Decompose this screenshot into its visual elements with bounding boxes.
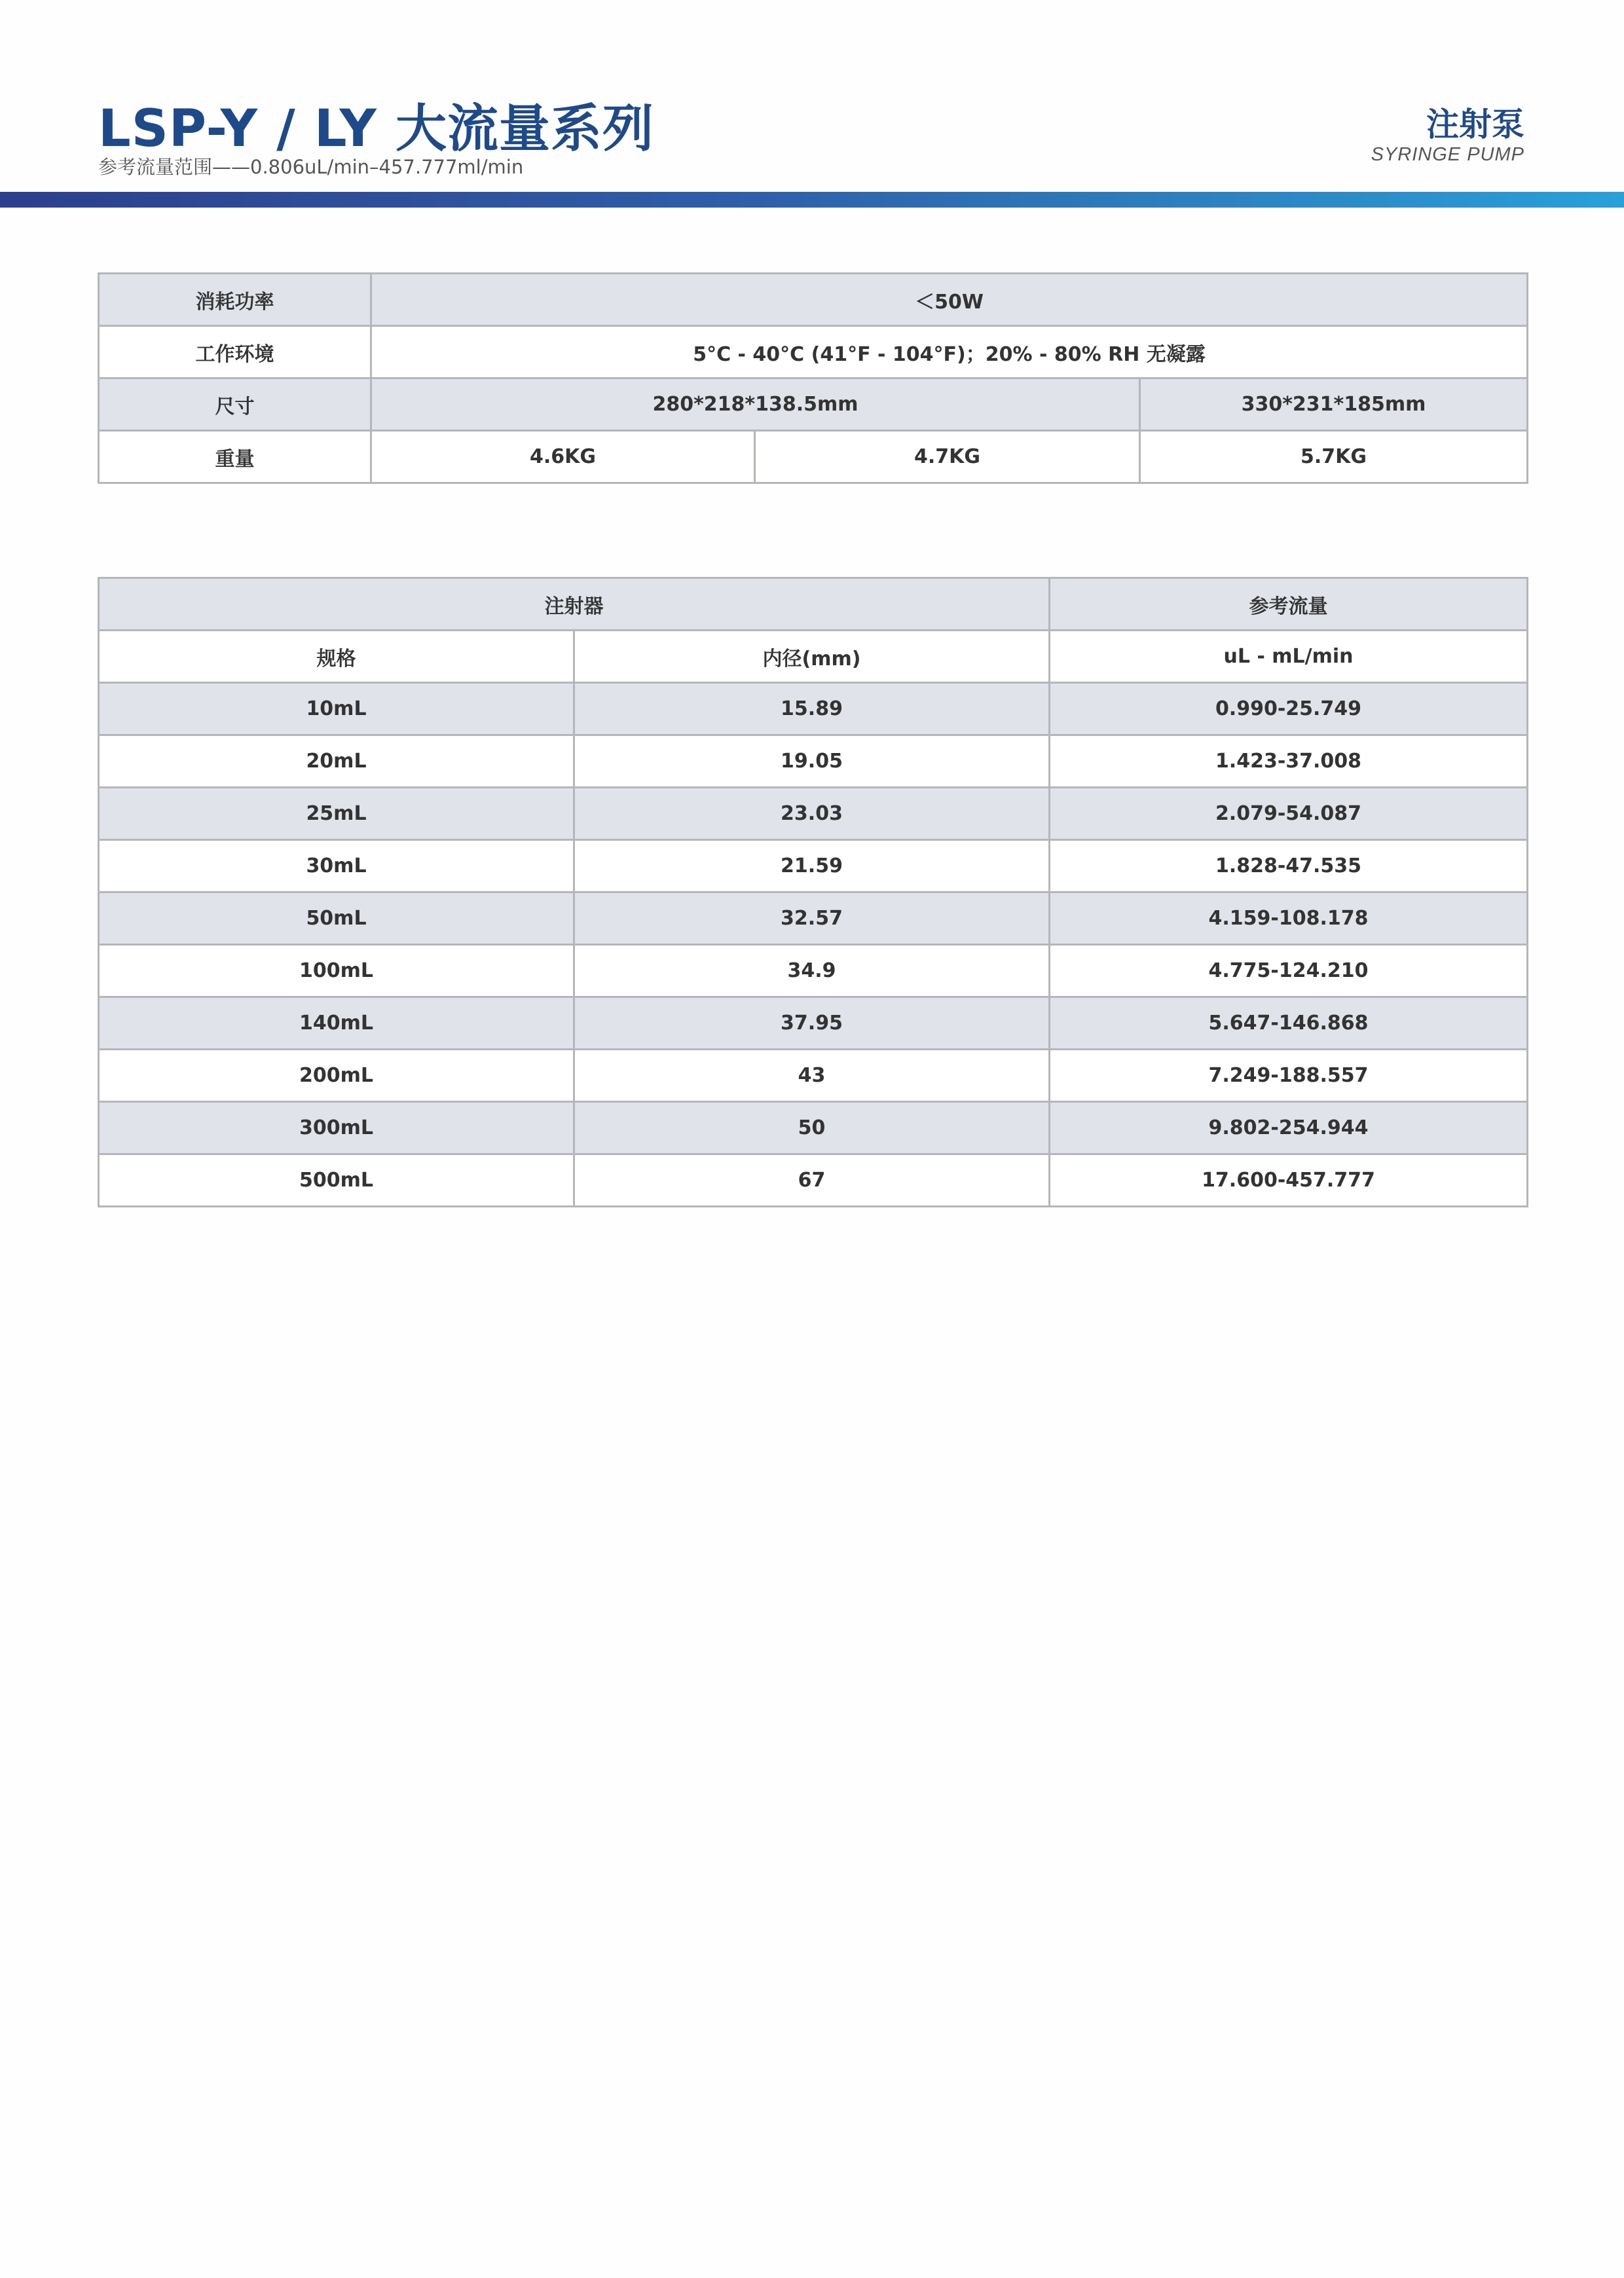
column-header: 内径(mm) xyxy=(574,631,1050,683)
syringe-size-cell: 500mL xyxy=(99,1154,574,1207)
environment-label: 工作环境 xyxy=(99,326,371,378)
table-row xyxy=(99,997,1528,1050)
flow-range-cell: 2.079-54.087 xyxy=(1050,788,1528,840)
inner-diameter-cell: 15.89 xyxy=(574,683,1050,735)
syringe-size-cell: 30mL xyxy=(99,840,574,892)
inner-diameter-cell: 34.9 xyxy=(574,945,1050,997)
syringe-rows xyxy=(99,683,1528,1207)
syringe-flow-table xyxy=(98,577,1528,1207)
flow-range-cell: 9.802-254.944 xyxy=(1050,1102,1528,1154)
size-value: 330*231*185mm xyxy=(1140,378,1528,431)
table-row xyxy=(99,326,1528,378)
flow-range-cell: 17.600-457.777 xyxy=(1050,1154,1528,1207)
inner-diameter-cell: 50 xyxy=(574,1102,1050,1154)
table-row xyxy=(99,788,1528,840)
syringe-size-cell: 100mL xyxy=(99,945,574,997)
syringe-size-cell: 10mL xyxy=(99,683,574,735)
page-header xyxy=(0,0,1624,216)
inner-diameter-cell: 19.05 xyxy=(574,735,1050,788)
size-label: 尺寸 xyxy=(99,378,371,431)
column-header: uL - mL/min xyxy=(1050,631,1528,683)
table-row xyxy=(99,431,1528,483)
inner-diameter-cell: 21.59 xyxy=(574,840,1050,892)
power-label: 消耗功率 xyxy=(99,274,371,326)
flow-range-cell: 7.249-188.557 xyxy=(1050,1050,1528,1102)
table-row xyxy=(99,378,1528,431)
inner-diameter-cell: 37.95 xyxy=(574,997,1050,1050)
category-subtitle-en: SYRINGE PUMP xyxy=(1371,144,1524,165)
specification-table xyxy=(98,272,1528,484)
syringe-size-cell: 140mL xyxy=(99,997,574,1050)
table-row xyxy=(99,274,1528,326)
flow-range-subtitle: 参考流量范围——0.806uL/min–457.777ml/min xyxy=(98,156,524,178)
column-header: 规格 xyxy=(99,631,574,683)
syringe-size-cell: 50mL xyxy=(99,892,574,945)
table-row xyxy=(99,735,1528,788)
table-header-row xyxy=(99,631,1528,683)
syringe-size-cell: 300mL xyxy=(99,1102,574,1154)
syringe-size-cell: 20mL xyxy=(99,735,574,788)
flow-range-cell: 1.423-37.008 xyxy=(1050,735,1528,788)
flow-range-cell: 4.159-108.178 xyxy=(1050,892,1528,945)
weight-value: 5.7KG xyxy=(1140,431,1528,483)
table-group-header-row xyxy=(99,578,1528,631)
weight-value: 4.7KG xyxy=(755,431,1140,483)
flow-range-cell: 5.647-146.868 xyxy=(1050,997,1528,1050)
table-row xyxy=(99,945,1528,997)
inner-diameter-cell: 43 xyxy=(574,1050,1050,1102)
flow-range-cell: 0.990-25.749 xyxy=(1050,683,1528,735)
header-gradient-bar xyxy=(0,192,1624,208)
inner-diameter-cell: 23.03 xyxy=(574,788,1050,840)
flow-group-header: 参考流量 xyxy=(1050,578,1528,631)
syringe-size-cell: 200mL xyxy=(99,1050,574,1102)
table-row xyxy=(99,892,1528,945)
table-row xyxy=(99,683,1528,735)
flow-range-cell: 4.775-124.210 xyxy=(1050,945,1528,997)
weight-value: 4.6KG xyxy=(371,431,755,483)
size-value: 280*218*138.5mm xyxy=(371,378,1140,431)
weight-label: 重量 xyxy=(99,431,371,483)
environment-value: 5°C - 40°C (41°F - 104°F)；20% - 80% RH 无凝露 xyxy=(371,326,1528,378)
inner-diameter-cell: 32.57 xyxy=(574,892,1050,945)
table-row xyxy=(99,1154,1528,1207)
syringe-group-header: 注射器 xyxy=(99,578,1050,631)
inner-diameter-cell: 67 xyxy=(574,1154,1050,1207)
power-value: ＜50W xyxy=(371,274,1528,326)
flow-range-cell: 1.828-47.535 xyxy=(1050,840,1528,892)
page-title: LSP-Y / LY 大流量系列 xyxy=(98,100,655,158)
syringe-size-cell: 25mL xyxy=(99,788,574,840)
table-row xyxy=(99,1102,1528,1154)
table-row xyxy=(99,1050,1528,1102)
category-title: 注射泵 xyxy=(1426,105,1524,143)
table-row xyxy=(99,840,1528,892)
